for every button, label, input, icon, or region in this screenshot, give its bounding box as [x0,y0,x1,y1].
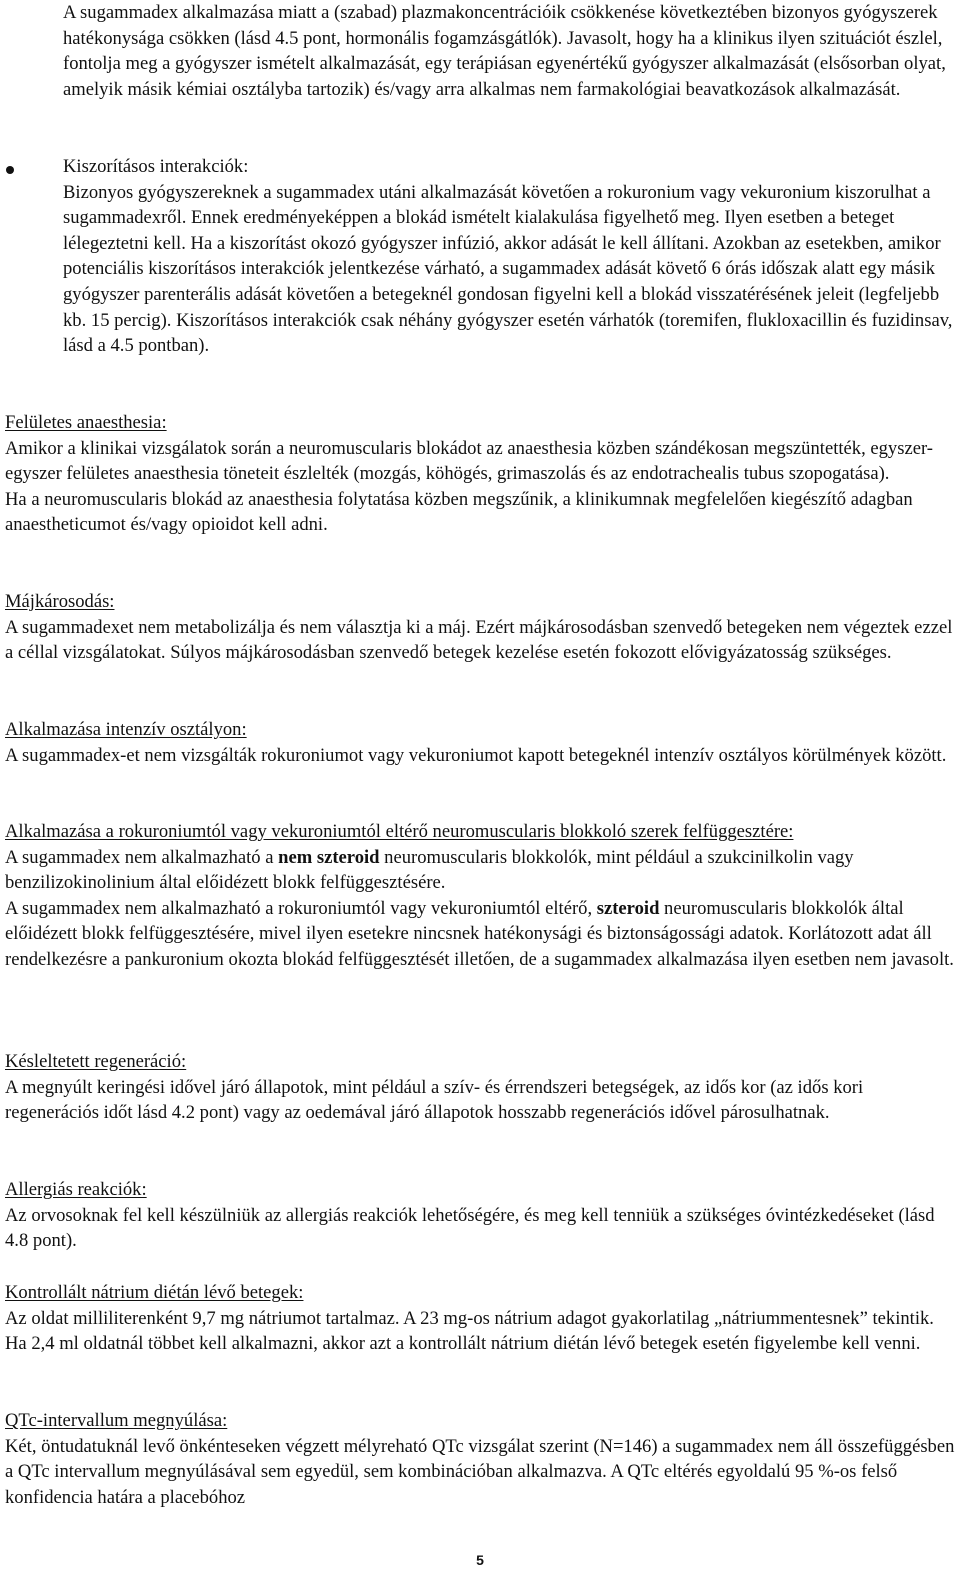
section-allergic-reactions [5,1177,955,1254]
section-other-blockers [5,819,955,973]
text-run: A sugammadex nem alkalmazható a [5,846,279,868]
page-number: 5 [476,1552,484,1568]
text-run: neuromuscularis blokkolók által előidézett blokk felfüggesztésére, mivel ilyen esetekre nincsnek hatékonysági és biztonságossági adatok. Korlátozott adat áll rendelkezésre a pankuronium okozta blokád felfüggesztését illetően, de a sugammadex alkalmazása ilyen esetben nem javasolt. [5,897,954,970]
bullet-title: Kiszorításos interakciók: [63,156,249,177]
section-sodium-diet [5,1280,955,1357]
section-heading: Felületes anaesthesia: [5,412,167,433]
section-paragraph: Az oldat milliliterenként 9,7 mg nátriumot tartalmaz. A 23 mg-os nátrium adagot gyakorlatilag „nátriummentesnek” tekintik. Ha 2,4 ml oldatnál többet kell alkalmazni, akkor azt a kontrollált nátrium diétán lévő betegek esetén figyelembe kell venni. [5,1307,934,1355]
section-paragraph [5,896,955,973]
section-heading: Alkalmazása a rokuroniumtól vagy vekuroniumtól eltérő neuromuscularis blokkoló szerek felfüggesztére: [5,821,794,842]
text-run: A sugammadex nem alkalmazható a rokuroniumtól vagy vekuroniumtól eltérő, [5,897,597,919]
section-heading: QTc-intervallum megnyúlása: [5,1410,228,1431]
bullet-icon [6,166,14,174]
section-paragraph: Két, öntudatuknál levő önkénteseken végzett mélyreható QTc vizsgálat szerint (N=146) a sugammadex nem áll összefüggésben a QTc intervallum megnyúlásával sem egyedül, sem kombinációban alkalmazva. A QTc eltérés egyoldalú 95 %-os felső konfidencia határa a placebóhoz [5,1435,955,1508]
bold-text: szteroid [596,897,660,919]
section-paragraph: Ha a neuromuscularis blokád az anaesthesia folytatása közben megszűnik, a klinikumnak megfelelően kiegészítő adagban anaestheticumot és/vagy opioidot kell adni. [5,488,913,536]
text-run: neuromuscularis blokkolók, mint például a szukcinilkolin vagy benzilizokinolinium által előidézett blokk felfüggesztésére. [5,846,854,894]
section-heading: Májkárosodás: [5,591,115,612]
bullet-text: Bizonyos gyógyszereknek a sugammadex utáni alkalmazását követően a rokuronium vagy vekuronium kiszorulhat a sugammadexről. Ennek eredményeképpen a blokád ismételt kialakulása figyelhető meg. Ilyen esetben a beteget lélegeztetni kell. Ha a kiszorítást okozó gyógyszer infúzió, akkor adását le kell állítani. Azokban az esetekben, amikor potenciális kiszorításos interakciók jelentkezése várható, a sugammadex adását követő 6 órás időszak alatt egy másik gyógyszer parenterális adását követően a betegeknél gondosan figyelni kell a blokád visszatérésének jeleit (legfeljebb kb. 15 percig). Kiszorításos interakciók csak néhány gyógyszer esetén várhatók (toremifen, flukloxacillin és fuzidinsav, lásd a 4.5 pontban). [63,181,953,357]
section-paragraph: Amikor a klinikai vizsgálatok során a neuromuscularis blokádot az anaesthesia közben szándékosan megszüntették, egyszer-egyszer felületes anaesthesia töneteit észlelték (mozgás, köhögés, grimaszolás és az endotrachealis tubus szopogatása). [5,437,933,485]
section-qtc-prolongation [5,1408,955,1510]
bullet-item-displacement [63,154,957,359]
section-heading: Alkalmazása intenzív osztályon: [5,719,247,740]
section-heading: Kontrollált nátrium diétán lévő betegek: [5,1282,304,1303]
paragraph-text: A sugammadex alkalmazása miatt a (szabad) plazmakoncentrációik csökkenése következtében bizonyos gyógyszerek hatékonysága csökken (lásd 4.5 pont, hormonális fogamzásgátlók). Javasolt, hogy ha a klinikus ilyen szituációt észlel, fontolja meg a gyógyszer ismételt alkalmazását, egy terápiásan egyenértékű gyógyszer alkalmazását (elsősorban olyat, amelyik másik kémiai osztályba tartozik) és/vagy arra alkalmas nem farmakológiai beavatkozások alkalmazását. [63,2,946,100]
bold-text: nem szteroid [278,846,380,868]
section-paragraph: A megnyúlt keringési idővel járó állapotok, mint például a szív- és érrendszeri betegségek, az idős kor (az idős kori regenerációs időt lásd 4.2 pont) vagy az oedemával járó állapotok hosszabb regenerációs idővel párosulhatnak. [5,1076,864,1124]
hormonal-contraceptive-paragraph [63,0,957,102]
section-heading: Allergiás reakciók: [5,1179,147,1200]
section-paragraph: A sugammadex-et nem vizsgálták rokuroniumot vagy vekuroniumot kapott betegeknél intenzív osztályos körülmények között. [5,744,947,766]
section-paragraph: Az orvosoknak fel kell készülniük az allergiás reakciók lehetőségére, és meg kell tenniük a szükséges óvintézkedéseket (lásd 4.8 pont). [5,1204,935,1252]
section-superficial-anaesthesia [5,410,955,538]
section-intensive-care [5,717,955,768]
section-paragraph [5,845,955,896]
section-delayed-recovery [5,1049,955,1126]
section-paragraph: A sugammadexet nem metabolizálja és nem választja ki a máj. Ezért májkárosodásban szenvedő betegeken nem végeztek ezzel a céllal vizsgálatokat. Súlyos májkárosodásban szenvedő betegek kezelése esetén fokozott elővigyázatosság szükséges. [5,616,953,664]
section-liver-impairment [5,589,955,666]
section-heading: Késleltetett regeneráció: [5,1051,187,1072]
